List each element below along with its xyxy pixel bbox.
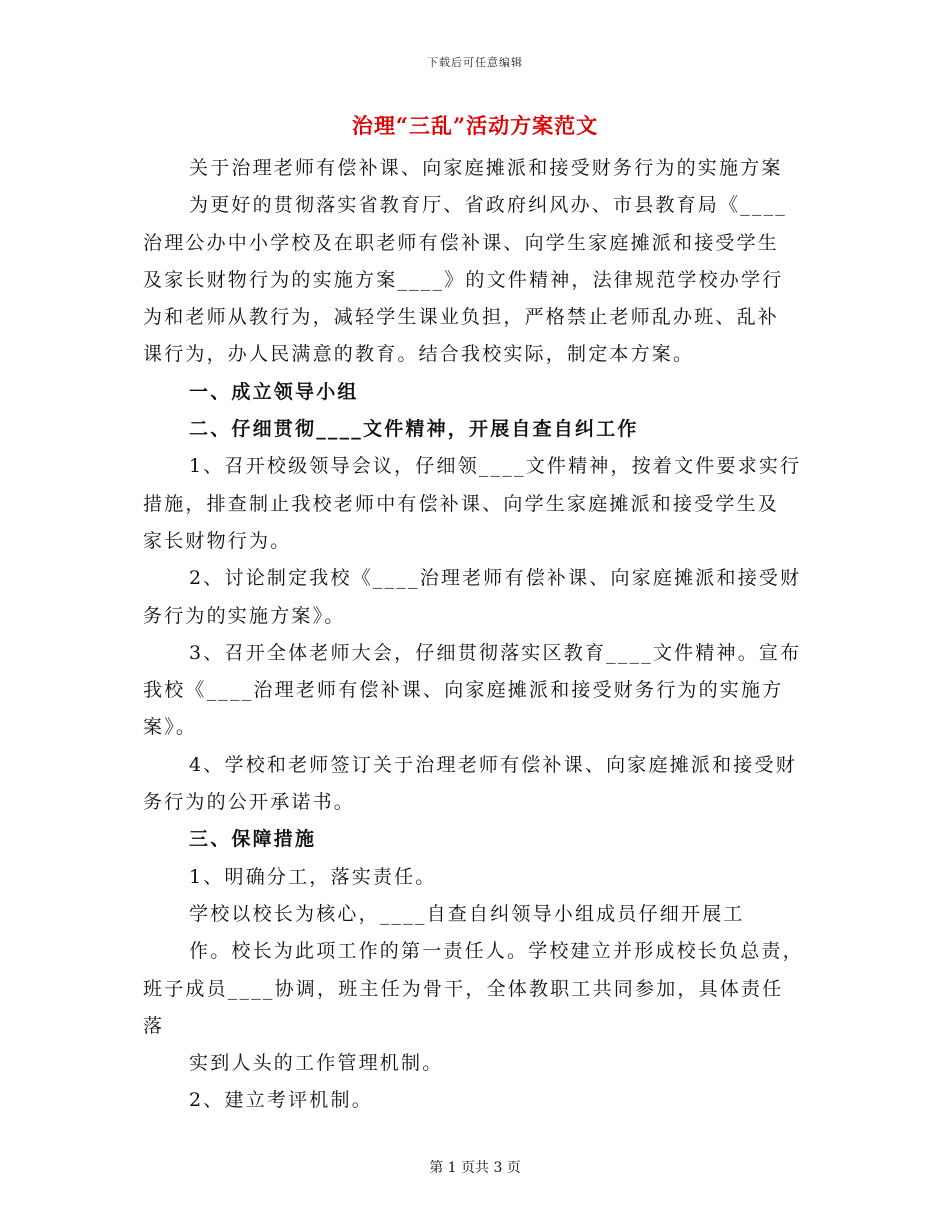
body-line: 4、学校和老师签订关于治理老师有偿补课、向家庭摊派和接受财: [189, 753, 797, 776]
body-line: 及家长财物行为的实施方案____》的文件精神，法律规范学校办学行: [143, 268, 784, 291]
section-heading: 二、仔细贯彻____文件精神，开展自查自纠工作: [189, 418, 639, 441]
body-line: 治理公办中小学校及在职老师有偿补课、向学生家庭摊派和接受学生: [143, 231, 780, 254]
body-line: 家长财物行为。: [143, 529, 292, 552]
body-line: 务行为的公开承诺书。: [143, 791, 356, 814]
body-line: 3、召开全体老师大会，仔细贯彻落实区教育____文件精神。宣布: [189, 641, 802, 664]
body-line: 实到人头的工作管理机制。: [189, 1052, 444, 1075]
body-line: 落: [143, 1014, 165, 1037]
body-line: 1、召开校级领导会议，仔细领____文件精神，按着文件要求实行: [189, 455, 802, 478]
body-line: 2、讨论制定我校《____治理老师有偿补课、向家庭摊派和接受财: [189, 567, 802, 590]
document-body: [143, 150, 813, 1120]
body-line: 作。校长为此项工作的第一责任人。学校建立并形成校长负总责，: [189, 940, 804, 963]
body-line: 关于治理老师有偿补课、向家庭摊派和接受财务行为的实施方案: [189, 157, 783, 179]
body-line: 措施，排查制止我校老师中有偿补课、向学生家庭摊派和接受学生及: [143, 492, 780, 515]
body-line: 班子成员____协调，班主任为骨干，全体教职工共同参加，具体责任: [143, 977, 784, 1000]
body-line: 学校以校长为核心，____自查自纠领导小组成员仔细开展工: [189, 902, 745, 925]
body-line: 为更好的贯彻落实省教育厅、省政府纠风办、市县教育局《____: [189, 194, 788, 217]
page-header-note: 下载后可任意编辑: [427, 56, 523, 69]
body-line: 我校《____治理老师有偿补课、向家庭摊派和接受财务行为的实施方: [143, 679, 784, 702]
document-title: 治理“三乱”活动方案范文: [351, 113, 599, 138]
body-line: 务行为的实施方案》。: [143, 604, 346, 627]
body-line: 1、明确分工，落实责任。: [189, 865, 437, 888]
body-line: 案》。: [143, 716, 198, 739]
body-line: 为和老师从教行为，减轻学生课业负担，严格禁止老师乱办班、乱补: [143, 306, 780, 329]
section-heading: 三、保障措施: [189, 828, 317, 851]
body-line: 课行为，办人民满意的教育。结合我校实际，制定本方案。: [143, 343, 695, 366]
page-footer: 第 1 页共 3 页: [429, 1160, 521, 1176]
section-heading: 一、成立领导小组: [189, 380, 359, 403]
body-line: 2、建立考评机制。: [189, 1089, 373, 1112]
